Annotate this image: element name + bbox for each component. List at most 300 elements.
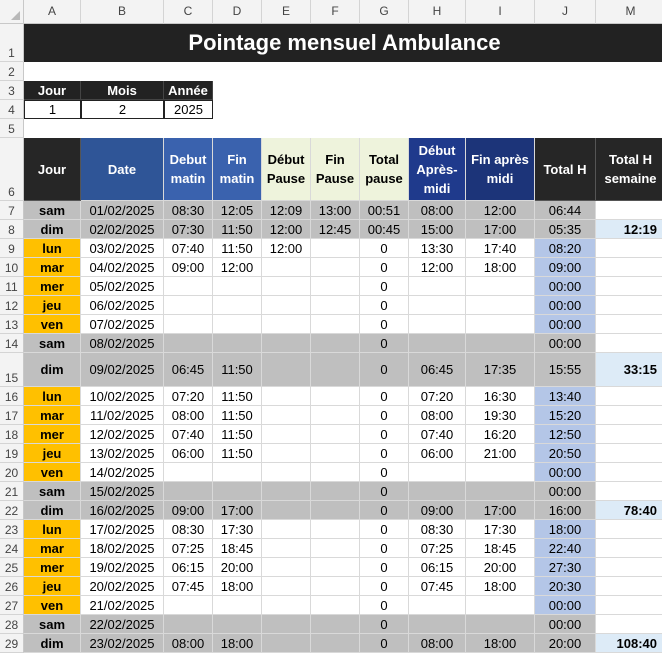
cell-total-h-semaine-row-28[interactable] (596, 615, 662, 634)
cell-date-row-28[interactable]: 22/02/2025 (81, 615, 164, 634)
cell-fin-apres-midi-row-20[interactable] (466, 463, 535, 482)
row-header-27[interactable]: 27 (0, 596, 24, 615)
cell-date-row-29[interactable]: 23/02/2025 (81, 634, 164, 653)
cell-fin-matin-row-8[interactable]: 11:50 (213, 220, 262, 239)
cell-debut-apres-midi-row-26[interactable]: 07:45 (409, 577, 466, 596)
cell-fin-apres-midi-row-14[interactable] (466, 334, 535, 353)
cell-debut-matin-row-8[interactable]: 07:30 (164, 220, 213, 239)
cell-debut-matin-row-23[interactable]: 08:30 (164, 520, 213, 539)
cell-total-h-row-27[interactable]: 00:00 (535, 596, 596, 615)
cell-debut-pause-row-28[interactable] (262, 615, 311, 634)
cell-debut-pause-row-21[interactable] (262, 482, 311, 501)
cell-total-pause-row-25[interactable]: 0 (360, 558, 409, 577)
cell-total-h-semaine-row-22[interactable]: 78:40 (596, 501, 662, 520)
column-header-a[interactable]: A (24, 0, 81, 24)
column-header-e[interactable]: E (262, 0, 311, 24)
header-debut-apres-midi[interactable]: Début Après-midi (409, 138, 466, 201)
header-total-h[interactable]: Total H (535, 138, 596, 201)
cell-date-row-16[interactable]: 10/02/2025 (81, 387, 164, 406)
cell-fin-pause-row-23[interactable] (311, 520, 360, 539)
cell-total-h-semaine-row-26[interactable] (596, 577, 662, 596)
cell-date-row-22[interactable]: 16/02/2025 (81, 501, 164, 520)
cell-debut-pause-row-7[interactable]: 12:09 (262, 201, 311, 220)
cell-fin-apres-midi-row-25[interactable]: 20:00 (466, 558, 535, 577)
cell-total-h-row-14[interactable]: 00:00 (535, 334, 596, 353)
cell-debut-apres-midi-row-23[interactable]: 08:30 (409, 520, 466, 539)
header-total-h-semaine[interactable]: Total H semaine (596, 138, 662, 201)
cell-fin-pause-row-10[interactable] (311, 258, 360, 277)
column-header-d[interactable]: D (213, 0, 262, 24)
cell-fin-pause-row-8[interactable]: 12:45 (311, 220, 360, 239)
cell-debut-pause-row-27[interactable] (262, 596, 311, 615)
cell-date-row-24[interactable]: 18/02/2025 (81, 539, 164, 558)
cell-fin-pause-row-15[interactable] (311, 353, 360, 387)
header-debut-pause[interactable]: Début Pause (262, 138, 311, 201)
cell-debut-matin-row-9[interactable]: 07:40 (164, 239, 213, 258)
cell-date-row-26[interactable]: 20/02/2025 (81, 577, 164, 596)
cell-debut-pause-row-23[interactable] (262, 520, 311, 539)
cell-date-row-17[interactable]: 11/02/2025 (81, 406, 164, 425)
cell-total-pause-row-22[interactable]: 0 (360, 501, 409, 520)
cell-total-pause-row-12[interactable]: 0 (360, 296, 409, 315)
cell-date-row-18[interactable]: 12/02/2025 (81, 425, 164, 444)
row-header-2[interactable]: 2 (0, 62, 24, 81)
cell-jour-row-21[interactable]: sam (24, 482, 81, 501)
row-header-10[interactable]: 10 (0, 258, 24, 277)
row-header-6[interactable]: 6 (0, 138, 24, 201)
cell-jour-row-8[interactable]: dim (24, 220, 81, 239)
row-header-19[interactable]: 19 (0, 444, 24, 463)
cell-total-pause-row-17[interactable]: 0 (360, 406, 409, 425)
cell-fin-matin-row-13[interactable] (213, 315, 262, 334)
cell-date-row-12[interactable]: 06/02/2025 (81, 296, 164, 315)
cell-debut-matin-row-18[interactable]: 07:40 (164, 425, 213, 444)
cell-debut-matin-row-29[interactable]: 08:00 (164, 634, 213, 653)
row-header-18[interactable]: 18 (0, 425, 24, 444)
cell-jour-row-23[interactable]: lun (24, 520, 81, 539)
cell-fin-pause-row-20[interactable] (311, 463, 360, 482)
cell-fin-matin-row-17[interactable]: 11:50 (213, 406, 262, 425)
cell-date-row-20[interactable]: 14/02/2025 (81, 463, 164, 482)
cell-jour-row-24[interactable]: mar (24, 539, 81, 558)
cell-fin-apres-midi-row-23[interactable]: 17:30 (466, 520, 535, 539)
cell-total-pause-row-13[interactable]: 0 (360, 315, 409, 334)
cell-debut-matin-row-13[interactable] (164, 315, 213, 334)
cell-date-row-27[interactable]: 21/02/2025 (81, 596, 164, 615)
cell-total-pause-row-21[interactable]: 0 (360, 482, 409, 501)
cell-fin-pause-row-14[interactable] (311, 334, 360, 353)
cell-fin-pause-row-27[interactable] (311, 596, 360, 615)
cell-total-h-row-17[interactable]: 15:20 (535, 406, 596, 425)
cell-debut-matin-row-10[interactable]: 09:00 (164, 258, 213, 277)
cell-fin-matin-row-7[interactable]: 12:05 (213, 201, 262, 220)
cell-total-pause-row-19[interactable]: 0 (360, 444, 409, 463)
cell-date-row-23[interactable]: 17/02/2025 (81, 520, 164, 539)
cell-total-h-semaine-row-15[interactable]: 33:15 (596, 353, 662, 387)
cell-fin-matin-row-11[interactable] (213, 277, 262, 296)
cell-debut-apres-midi-row-11[interactable] (409, 277, 466, 296)
cell-total-pause-row-23[interactable]: 0 (360, 520, 409, 539)
cell-debut-apres-midi-row-29[interactable]: 08:00 (409, 634, 466, 653)
row-header-9[interactable]: 9 (0, 239, 24, 258)
header-fin-apres-midi[interactable]: Fin après midi (466, 138, 535, 201)
cell-total-pause-row-16[interactable]: 0 (360, 387, 409, 406)
row-header-23[interactable]: 23 (0, 520, 24, 539)
cell-total-h-row-12[interactable]: 00:00 (535, 296, 596, 315)
cell-debut-pause-row-14[interactable] (262, 334, 311, 353)
cell-total-h-row-21[interactable]: 00:00 (535, 482, 596, 501)
row-header-16[interactable]: 16 (0, 387, 24, 406)
cell-date-row-13[interactable]: 07/02/2025 (81, 315, 164, 334)
column-header-j[interactable]: J (535, 0, 596, 24)
cell-debut-matin-row-27[interactable] (164, 596, 213, 615)
cell-debut-apres-midi-row-15[interactable]: 06:45 (409, 353, 466, 387)
cell-total-h-semaine-row-11[interactable] (596, 277, 662, 296)
cell-date-row-11[interactable]: 05/02/2025 (81, 277, 164, 296)
cell-debut-matin-row-26[interactable]: 07:45 (164, 577, 213, 596)
cell-jour-row-29[interactable]: dim (24, 634, 81, 653)
cell-fin-matin-row-23[interactable]: 17:30 (213, 520, 262, 539)
column-header-c[interactable]: C (164, 0, 213, 24)
cell-total-pause-row-9[interactable]: 0 (360, 239, 409, 258)
cell-date-row-25[interactable]: 19/02/2025 (81, 558, 164, 577)
row-header-25[interactable]: 25 (0, 558, 24, 577)
cell-debut-matin-row-7[interactable]: 08:30 (164, 201, 213, 220)
cell-jour-row-14[interactable]: sam (24, 334, 81, 353)
cell-debut-pause-row-16[interactable] (262, 387, 311, 406)
cell-jour-row-16[interactable]: lun (24, 387, 81, 406)
cell-fin-pause-row-17[interactable] (311, 406, 360, 425)
cell-fin-apres-midi-row-16[interactable]: 16:30 (466, 387, 535, 406)
cell-debut-apres-midi-row-9[interactable]: 13:30 (409, 239, 466, 258)
cell-debut-pause-row-8[interactable]: 12:00 (262, 220, 311, 239)
column-header-b[interactable]: B (81, 0, 164, 24)
cell-total-h-semaine-row-21[interactable] (596, 482, 662, 501)
cell-debut-matin-row-21[interactable] (164, 482, 213, 501)
row-header-24[interactable]: 24 (0, 539, 24, 558)
column-header-g[interactable]: G (360, 0, 409, 24)
cell-debut-apres-midi-row-25[interactable]: 06:15 (409, 558, 466, 577)
cell-total-pause-row-24[interactable]: 0 (360, 539, 409, 558)
row-header-7[interactable]: 7 (0, 201, 24, 220)
cell-debut-apres-midi-row-18[interactable]: 07:40 (409, 425, 466, 444)
row-header-12[interactable]: 12 (0, 296, 24, 315)
cell-total-h-semaine-row-14[interactable] (596, 334, 662, 353)
column-header-h[interactable]: H (409, 0, 466, 24)
cell-total-h-row-19[interactable]: 20:50 (535, 444, 596, 463)
cell-jour-row-28[interactable]: sam (24, 615, 81, 634)
row-header-8[interactable]: 8 (0, 220, 24, 239)
cell-debut-apres-midi-row-14[interactable] (409, 334, 466, 353)
cell-debut-matin-row-14[interactable] (164, 334, 213, 353)
cell-debut-pause-row-20[interactable] (262, 463, 311, 482)
row-header-1[interactable]: 1 (0, 24, 24, 62)
cell-total-h-semaine-row-9[interactable] (596, 239, 662, 258)
cell-total-h-row-22[interactable]: 16:00 (535, 501, 596, 520)
cell-fin-apres-midi-row-29[interactable]: 18:00 (466, 634, 535, 653)
cell-fin-matin-row-15[interactable]: 11:50 (213, 353, 262, 387)
page-title[interactable]: Pointage mensuel Ambulance (24, 24, 662, 62)
cell-total-pause-row-20[interactable]: 0 (360, 463, 409, 482)
cell-fin-matin-row-14[interactable] (213, 334, 262, 353)
cell-debut-matin-row-19[interactable]: 06:00 (164, 444, 213, 463)
row-header-14[interactable]: 14 (0, 334, 24, 353)
mini-value-0[interactable]: 1 (24, 100, 81, 119)
cell-total-h-row-28[interactable]: 00:00 (535, 615, 596, 634)
cell-total-pause-row-26[interactable]: 0 (360, 577, 409, 596)
cell-debut-pause-row-24[interactable] (262, 539, 311, 558)
cell-fin-apres-midi-row-15[interactable]: 17:35 (466, 353, 535, 387)
cell-total-h-semaine-row-27[interactable] (596, 596, 662, 615)
row-header-15[interactable]: 15 (0, 353, 24, 387)
row-header-4[interactable]: 4 (0, 100, 24, 119)
cell-jour-row-20[interactable]: ven (24, 463, 81, 482)
cell-fin-matin-row-24[interactable]: 18:45 (213, 539, 262, 558)
cell-total-h-semaine-row-20[interactable] (596, 463, 662, 482)
cell-fin-apres-midi-row-10[interactable]: 18:00 (466, 258, 535, 277)
cell-jour-row-7[interactable]: sam (24, 201, 81, 220)
cell-fin-apres-midi-row-26[interactable]: 18:00 (466, 577, 535, 596)
cell-total-h-semaine-row-19[interactable] (596, 444, 662, 463)
cell-fin-apres-midi-row-13[interactable] (466, 315, 535, 334)
cell-total-h-row-15[interactable]: 15:55 (535, 353, 596, 387)
cell-debut-apres-midi-row-16[interactable]: 07:20 (409, 387, 466, 406)
mini-value-2[interactable]: 2025 (164, 100, 213, 119)
row-header-5[interactable]: 5 (0, 119, 24, 138)
cell-date-row-21[interactable]: 15/02/2025 (81, 482, 164, 501)
row-header-13[interactable]: 13 (0, 315, 24, 334)
cell-debut-pause-row-18[interactable] (262, 425, 311, 444)
cell-total-h-semaine-row-18[interactable] (596, 425, 662, 444)
select-all-corner[interactable] (0, 0, 24, 24)
cell-jour-row-11[interactable]: mer (24, 277, 81, 296)
cell-debut-matin-row-24[interactable]: 07:25 (164, 539, 213, 558)
cell-fin-pause-row-25[interactable] (311, 558, 360, 577)
cell-total-h-semaine-row-24[interactable] (596, 539, 662, 558)
cell-debut-apres-midi-row-28[interactable] (409, 615, 466, 634)
cell-debut-pause-row-17[interactable] (262, 406, 311, 425)
cell-debut-apres-midi-row-8[interactable]: 15:00 (409, 220, 466, 239)
cell-fin-matin-row-25[interactable]: 20:00 (213, 558, 262, 577)
mini-value-1[interactable]: 2 (81, 100, 164, 119)
cell-total-h-row-9[interactable]: 08:20 (535, 239, 596, 258)
cell-fin-pause-row-18[interactable] (311, 425, 360, 444)
row-header-21[interactable]: 21 (0, 482, 24, 501)
cell-fin-apres-midi-row-28[interactable] (466, 615, 535, 634)
cell-jour-row-26[interactable]: jeu (24, 577, 81, 596)
cell-fin-pause-row-16[interactable] (311, 387, 360, 406)
row-header-20[interactable]: 20 (0, 463, 24, 482)
cell-total-h-row-8[interactable]: 05:35 (535, 220, 596, 239)
cell-fin-pause-row-11[interactable] (311, 277, 360, 296)
cell-debut-matin-row-20[interactable] (164, 463, 213, 482)
cell-total-h-row-13[interactable]: 00:00 (535, 315, 596, 334)
cell-jour-row-13[interactable]: ven (24, 315, 81, 334)
header-fin-matin[interactable]: Fin matin (213, 138, 262, 201)
header-fin-pause[interactable]: Fin Pause (311, 138, 360, 201)
cell-fin-matin-row-19[interactable]: 11:50 (213, 444, 262, 463)
cell-debut-apres-midi-row-24[interactable]: 07:25 (409, 539, 466, 558)
cell-jour-row-18[interactable]: mer (24, 425, 81, 444)
cell-debut-pause-row-25[interactable] (262, 558, 311, 577)
cell-debut-apres-midi-row-10[interactable]: 12:00 (409, 258, 466, 277)
cell-total-pause-row-8[interactable]: 00:45 (360, 220, 409, 239)
cell-total-h-semaine-row-10[interactable] (596, 258, 662, 277)
cell-jour-row-27[interactable]: ven (24, 596, 81, 615)
cell-fin-apres-midi-row-24[interactable]: 18:45 (466, 539, 535, 558)
cell-fin-matin-row-9[interactable]: 11:50 (213, 239, 262, 258)
cell-total-h-semaine-row-13[interactable] (596, 315, 662, 334)
cell-fin-matin-row-12[interactable] (213, 296, 262, 315)
cell-total-h-semaine-row-12[interactable] (596, 296, 662, 315)
cell-jour-row-22[interactable]: dim (24, 501, 81, 520)
cell-total-h-row-18[interactable]: 12:50 (535, 425, 596, 444)
cell-debut-pause-row-9[interactable]: 12:00 (262, 239, 311, 258)
cell-total-h-row-20[interactable]: 00:00 (535, 463, 596, 482)
cell-total-h-semaine-row-25[interactable] (596, 558, 662, 577)
mini-header-0[interactable]: Jour (24, 81, 81, 100)
cell-debut-pause-row-29[interactable] (262, 634, 311, 653)
cell-debut-pause-row-19[interactable] (262, 444, 311, 463)
column-header-f[interactable]: F (311, 0, 360, 24)
cell-debut-matin-row-22[interactable]: 09:00 (164, 501, 213, 520)
cell-debut-apres-midi-row-21[interactable] (409, 482, 466, 501)
column-header-i[interactable]: I (466, 0, 535, 24)
cell-fin-pause-row-28[interactable] (311, 615, 360, 634)
cell-fin-apres-midi-row-21[interactable] (466, 482, 535, 501)
row-header-28[interactable]: 28 (0, 615, 24, 634)
cell-jour-row-12[interactable]: jeu (24, 296, 81, 315)
cell-total-h-semaine-row-16[interactable] (596, 387, 662, 406)
cell-fin-matin-row-26[interactable]: 18:00 (213, 577, 262, 596)
cell-total-h-semaine-row-23[interactable] (596, 520, 662, 539)
cell-fin-pause-row-26[interactable] (311, 577, 360, 596)
cell-fin-pause-row-12[interactable] (311, 296, 360, 315)
cell-jour-row-10[interactable]: mar (24, 258, 81, 277)
cell-fin-apres-midi-row-12[interactable] (466, 296, 535, 315)
cell-debut-apres-midi-row-22[interactable]: 09:00 (409, 501, 466, 520)
cell-fin-pause-row-9[interactable] (311, 239, 360, 258)
cell-debut-matin-row-11[interactable] (164, 277, 213, 296)
cell-fin-apres-midi-row-17[interactable]: 19:30 (466, 406, 535, 425)
cell-jour-row-19[interactable]: jeu (24, 444, 81, 463)
cell-debut-apres-midi-row-27[interactable] (409, 596, 466, 615)
cell-total-h-row-16[interactable]: 13:40 (535, 387, 596, 406)
cell-fin-matin-row-16[interactable]: 11:50 (213, 387, 262, 406)
cell-fin-pause-row-19[interactable] (311, 444, 360, 463)
cell-fin-pause-row-13[interactable] (311, 315, 360, 334)
cell-fin-pause-row-29[interactable] (311, 634, 360, 653)
cell-fin-apres-midi-row-27[interactable] (466, 596, 535, 615)
cell-total-h-row-24[interactable]: 22:40 (535, 539, 596, 558)
cell-total-pause-row-18[interactable]: 0 (360, 425, 409, 444)
cell-debut-pause-row-22[interactable] (262, 501, 311, 520)
cell-total-h-row-11[interactable]: 00:00 (535, 277, 596, 296)
row-header-29[interactable]: 29 (0, 634, 24, 653)
cell-total-pause-row-14[interactable]: 0 (360, 334, 409, 353)
cell-total-h-semaine-row-29[interactable]: 108:40 (596, 634, 662, 653)
cell-fin-apres-midi-row-11[interactable] (466, 277, 535, 296)
cell-total-h-semaine-row-7[interactable] (596, 201, 662, 220)
cell-total-h-row-29[interactable]: 20:00 (535, 634, 596, 653)
header-jour[interactable]: Jour (24, 138, 81, 201)
cell-fin-apres-midi-row-9[interactable]: 17:40 (466, 239, 535, 258)
cell-debut-pause-row-10[interactable] (262, 258, 311, 277)
cell-debut-matin-row-25[interactable]: 06:15 (164, 558, 213, 577)
cell-fin-matin-row-18[interactable]: 11:50 (213, 425, 262, 444)
cell-fin-apres-midi-row-19[interactable]: 21:00 (466, 444, 535, 463)
cell-debut-matin-row-17[interactable]: 08:00 (164, 406, 213, 425)
cell-date-row-10[interactable]: 04/02/2025 (81, 258, 164, 277)
cell-fin-pause-row-7[interactable]: 13:00 (311, 201, 360, 220)
cell-fin-matin-row-21[interactable] (213, 482, 262, 501)
row-header-11[interactable]: 11 (0, 277, 24, 296)
cell-total-pause-row-7[interactable]: 00:51 (360, 201, 409, 220)
row-header-17[interactable]: 17 (0, 406, 24, 425)
cell-debut-apres-midi-row-13[interactable] (409, 315, 466, 334)
cell-debut-pause-row-11[interactable] (262, 277, 311, 296)
cell-total-h-row-26[interactable]: 20:30 (535, 577, 596, 596)
cell-date-row-7[interactable]: 01/02/2025 (81, 201, 164, 220)
cell-debut-matin-row-16[interactable]: 07:20 (164, 387, 213, 406)
cell-total-h-semaine-row-8[interactable]: 12:19 (596, 220, 662, 239)
cell-debut-pause-row-15[interactable] (262, 353, 311, 387)
mini-header-2[interactable]: Année (164, 81, 213, 100)
cell-date-row-9[interactable]: 03/02/2025 (81, 239, 164, 258)
cell-jour-row-15[interactable]: dim (24, 353, 81, 387)
mini-header-1[interactable]: Mois (81, 81, 164, 100)
cell-fin-pause-row-21[interactable] (311, 482, 360, 501)
cell-debut-pause-row-26[interactable] (262, 577, 311, 596)
cell-debut-apres-midi-row-19[interactable]: 06:00 (409, 444, 466, 463)
cell-total-h-row-7[interactable]: 06:44 (535, 201, 596, 220)
cell-fin-matin-row-20[interactable] (213, 463, 262, 482)
cell-fin-pause-row-24[interactable] (311, 539, 360, 558)
header-debut-matin[interactable]: Debut matin (164, 138, 213, 201)
header-total-pause[interactable]: Total pause (360, 138, 409, 201)
row-header-22[interactable]: 22 (0, 501, 24, 520)
cell-fin-matin-row-29[interactable]: 18:00 (213, 634, 262, 653)
cell-total-h-row-23[interactable]: 18:00 (535, 520, 596, 539)
cell-debut-matin-row-12[interactable] (164, 296, 213, 315)
cell-total-h-semaine-row-17[interactable] (596, 406, 662, 425)
cell-debut-matin-row-15[interactable]: 06:45 (164, 353, 213, 387)
cell-fin-apres-midi-row-22[interactable]: 17:00 (466, 501, 535, 520)
cell-fin-apres-midi-row-18[interactable]: 16:20 (466, 425, 535, 444)
cell-total-pause-row-15[interactable]: 0 (360, 353, 409, 387)
cell-debut-apres-midi-row-17[interactable]: 08:00 (409, 406, 466, 425)
cell-fin-pause-row-22[interactable] (311, 501, 360, 520)
cell-total-pause-row-28[interactable]: 0 (360, 615, 409, 634)
cell-date-row-8[interactable]: 02/02/2025 (81, 220, 164, 239)
cell-debut-pause-row-13[interactable] (262, 315, 311, 334)
cell-fin-apres-midi-row-8[interactable]: 17:00 (466, 220, 535, 239)
cell-fin-apres-midi-row-7[interactable]: 12:00 (466, 201, 535, 220)
cell-jour-row-17[interactable]: mar (24, 406, 81, 425)
cell-fin-matin-row-10[interactable]: 12:00 (213, 258, 262, 277)
row-header-3[interactable]: 3 (0, 81, 24, 100)
cell-debut-apres-midi-row-20[interactable] (409, 463, 466, 482)
column-header-m[interactable]: M (596, 0, 662, 24)
row-header-26[interactable]: 26 (0, 577, 24, 596)
cell-debut-apres-midi-row-12[interactable] (409, 296, 466, 315)
cell-fin-matin-row-28[interactable] (213, 615, 262, 634)
cell-debut-pause-row-12[interactable] (262, 296, 311, 315)
cell-debut-matin-row-28[interactable] (164, 615, 213, 634)
cell-debut-apres-midi-row-7[interactable]: 08:00 (409, 201, 466, 220)
cell-total-h-row-25[interactable]: 27:30 (535, 558, 596, 577)
cell-date-row-14[interactable]: 08/02/2025 (81, 334, 164, 353)
